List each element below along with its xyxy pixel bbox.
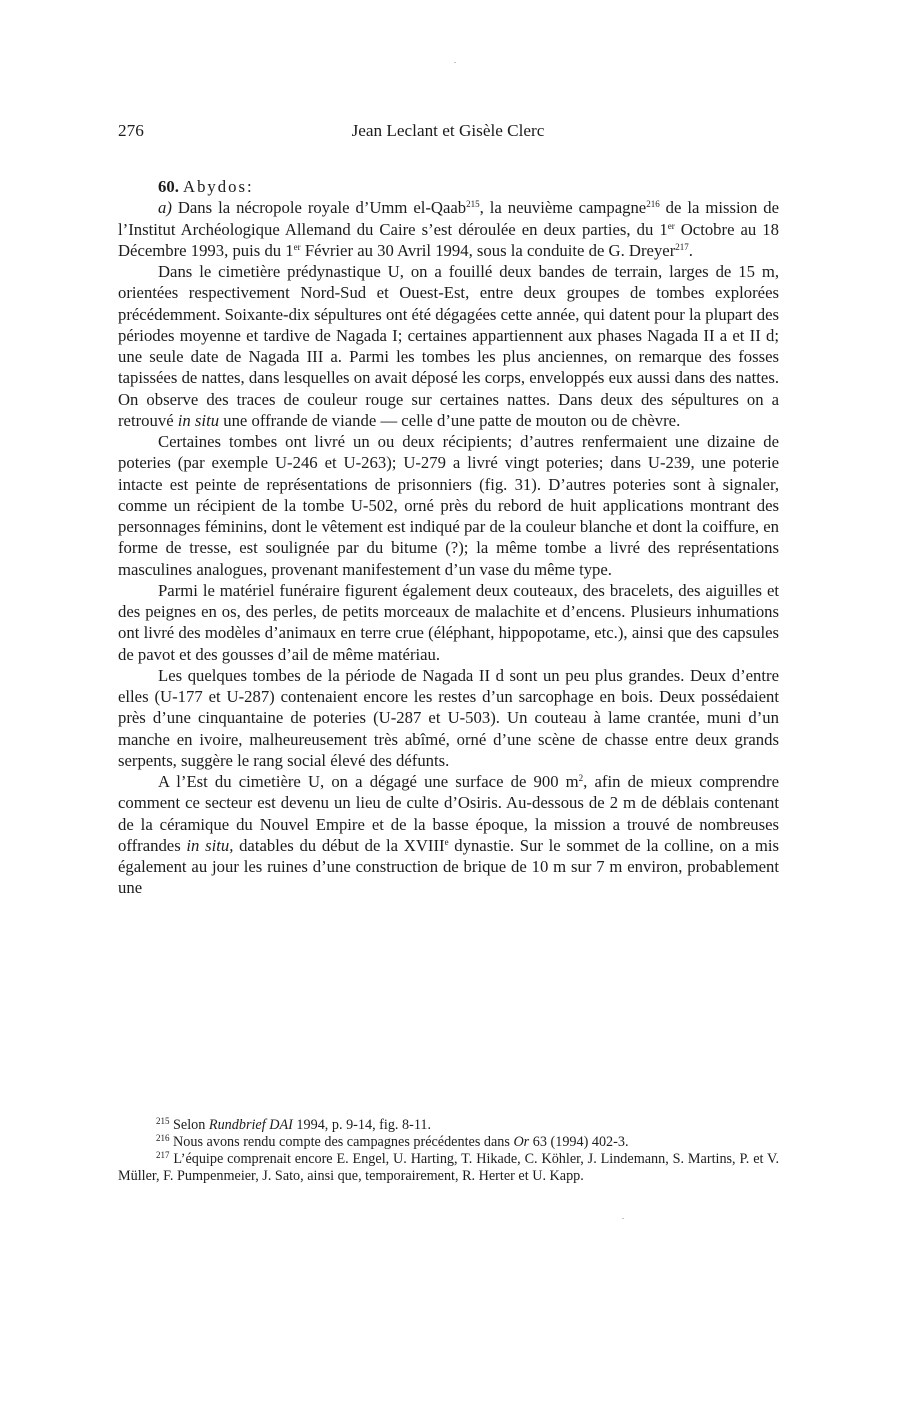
paragraph-text: Février au 30 Avril 1994, sous la conduite de G. Dreyer (300, 240, 676, 260)
paragraph-2 (118, 261, 779, 431)
paragraph-text: Octobre au 18 Décembre 1993, puis du 1 (118, 219, 779, 260)
footnote-ref: 216 (646, 199, 660, 210)
running-head (118, 121, 778, 143)
paragraph-text: Dans le cimetière prédynastique U, on a fouillé deux bandes de terrain, larges de 15 m, orientées respectivement Nord-Sud et Ouest-Est, entre deux groupes de tombes explorées précédemment. Soixante-dix sépultures ont été dégagées cette année, qui datent pour la plupart des périodes moyenne et tardive de Nagada I; certaines appartiennent aux phases Nagada II a et II d; une seule date de Nagada III a. Parmi les tombes les plus anciennes, on remarque des fosses tapissées de nattes, dans lesquelles on avait déposé les corps, enveloppés eux aussi dans des nattes. On observe des traces de couleur rouge sur certaines nattes. Dans deux des sépultures on a retrouvé (118, 262, 779, 430)
footnote-217 (118, 1151, 779, 1185)
paragraph-5: Les quelques tombes de la période de Nagada II d sont un peu plus grandes. Deux d’entre elles (U-177 et U-287) contenaient encore les restes d’un sarcophage en bois. Deux possédaient près d’une cinquantaine de poteries (U-287 et U-503). Un couteau à lame crantée, muni d’un manche en ivoire, malheureusement très abîmé, orné d’une scène de chasse entre deux grands serpents, suggère le rang social élevé des défunts. (118, 665, 779, 770)
paragraph-3: Certaines tombes ont livré un ou deux récipients; d’autres renfermaient une dizaine de poteries (par exemple U-246 et U-263); U-279 a livré vingt poteries; dans U-239, une poterie intacte est peinte de représentations de prisonniers (fig. 31). D’autres poteries sont à signaler, comme un récipient de la tombe U-502, orné près du rebord de huit applications montrant des personnages féminins, dont le vêtement est indiqué par de la couleur blanche et dont la coiffure, en forme de tresse, est soulignée par du bitume (?); la même tombe a livré des représentations masculines analogues, provenant manifestement d’un vase du même type. (118, 432, 779, 579)
superscript: 2 (578, 773, 584, 783)
ordinal-suffix: er (667, 220, 675, 231)
footnote-215 (118, 1117, 779, 1134)
paragraph-text: . (688, 240, 693, 260)
footnotes (118, 1117, 779, 1185)
italic-term: in situ, (186, 835, 234, 855)
italic-title: Or (513, 1133, 530, 1150)
footnote-ref: 215 (466, 199, 480, 210)
paragraph-text: de la mission de l’Institut Archéologique Allemand du Caire s’est déroulée en deux parties, du 1 (118, 198, 779, 239)
italic-term: in situ (177, 410, 220, 430)
scan-speck (622, 1218, 624, 1219)
paragraph-text: datables du début de la XVIII (233, 835, 445, 855)
paragraph-text: A l’Est du cimetière U, on a dégagé une surface de 900 m (158, 772, 579, 791)
body-text (118, 176, 779, 899)
paragraph-text: Dans la nécropole royale d’Umm el-Qaab (171, 198, 467, 218)
paragraph-6 (118, 771, 779, 899)
paragraph-text: dynastie. Sur le sommet de la colline, on a mis également au jour les ruines d’une construction de brique de 10 m sur 7 m environ, probablement une (118, 835, 779, 898)
paragraph-1 (118, 197, 779, 261)
ordinal-suffix: er (293, 241, 301, 252)
footnote-text: 63 (1994) 402-3. (529, 1133, 629, 1150)
section-title: Abydos: (183, 177, 254, 196)
footnote-text: Nous avons rendu compte des campagnes précédentes dans (169, 1133, 514, 1150)
running-title: Jean Leclant et Gisèle Clerc (351, 121, 545, 140)
superscript: e (444, 836, 449, 847)
scan-speck (454, 62, 456, 63)
footnote-number: 217 (156, 1149, 170, 1160)
footnote-text: 1994, p. 9-14, fig. 8-11. (292, 1117, 432, 1133)
item-label: a) (158, 198, 172, 218)
footnote-number: 216 (156, 1132, 170, 1143)
paragraph-text: , la neuvième campagne (479, 198, 647, 218)
footnote-text: L’équipe comprenait encore E. Engel, U. Harting, T. Hikade, C. Köhler, J. Lindemann, S. Martins, P. et V. Müller, F. Pumpenmeier, J. Sato, ainsi que, temporairement, R. Herter et U. Kapp. (118, 1150, 779, 1184)
section-number: 60. (158, 177, 179, 196)
italic-title: Rundbrief DAI (208, 1117, 293, 1133)
paragraph-text: une offrande de viande — celle d’une patte de mouton ou de chèvre. (219, 410, 681, 430)
footnote-text: Selon (169, 1117, 209, 1133)
footnote-number: 215 (156, 1116, 170, 1126)
footnote-216 (118, 1134, 779, 1151)
page-number: 276 (118, 121, 144, 140)
paragraph-4: Parmi le matériel funéraire figurent également deux couteaux, des bracelets, des aiguilles et des peignes en os, des perles, de petits morceaux de malachite et d’encens. Plusieurs inhumations ont livré des modèles d’animaux en terre crue (éléphant, hippopotame, etc.), ainsi que des capsules de pavot et des gousses d’ail de même matériau. (118, 580, 779, 664)
section-heading (118, 176, 779, 197)
paragraph-text: , afin de mieux comprendre comment ce secteur est devenu un lieu de culte d’Osiris. Au-dessous de 2 m de déblais contenant de la céramique du Nouvel Empire et de la basse époque, la mission a trouvé de nombreuses offrandes (118, 772, 779, 855)
footnote-ref: 217 (675, 241, 689, 252)
